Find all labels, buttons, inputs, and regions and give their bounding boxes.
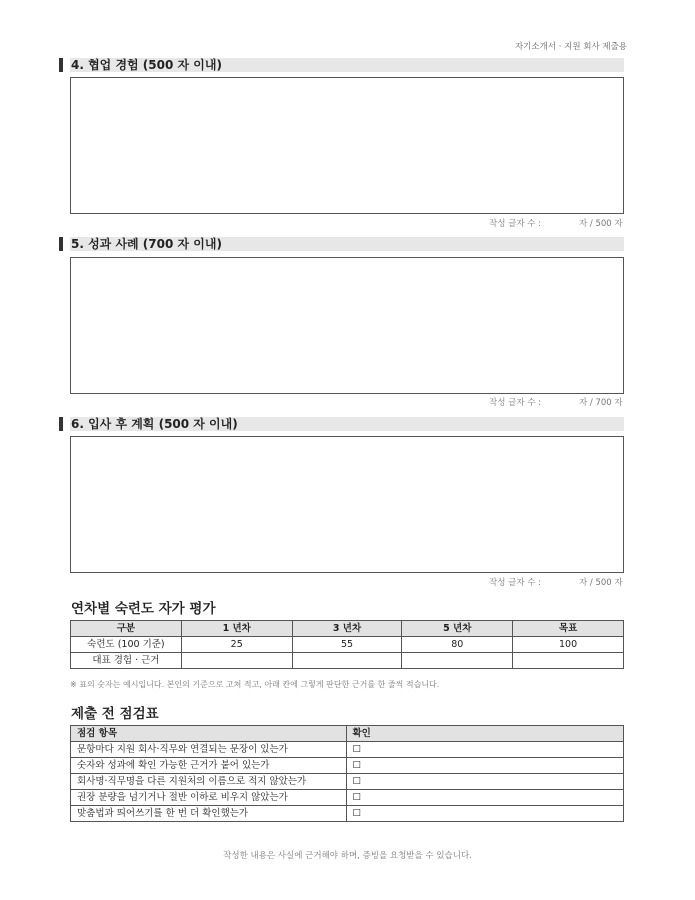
skill-cell[interactable] xyxy=(513,653,624,669)
section-6-count-limit: 자 / 500 자 xyxy=(579,578,623,588)
section-4-count-label: 작성 글자 수 : xyxy=(489,219,542,229)
skill-table-title: 연차별 숙련도 자가 평가 xyxy=(71,601,216,617)
section-5-title: 5. 성과 사례 (700 자 이내) xyxy=(71,237,222,251)
table-row xyxy=(71,758,624,774)
section-5-count-label: 작성 글자 수 : xyxy=(489,398,542,408)
checklist-item: 회사명·직무명을 다른 지원처의 이름으로 적지 않았는가 xyxy=(71,774,347,790)
checkbox[interactable]: ☐ xyxy=(346,806,624,822)
section-5-answer-box[interactable] xyxy=(70,257,624,394)
skill-cell[interactable]: 100 xyxy=(513,637,624,653)
checklist-item: 권장 분량을 넘기거나 절반 이하로 비우지 않았는가 xyxy=(71,790,347,806)
checklist-table xyxy=(70,725,624,822)
skill-cell[interactable]: 55 xyxy=(292,637,402,653)
table-row xyxy=(71,790,624,806)
page-header: 자기소개서 · 지원 회사 제출용 xyxy=(514,42,627,52)
section-6-answer-box[interactable] xyxy=(70,436,624,573)
section-5-count-limit: 자 / 700 자 xyxy=(579,398,623,408)
table-row xyxy=(71,806,624,822)
skill-header-year-3: 3 년차 xyxy=(292,621,402,637)
section-5-marker xyxy=(59,237,63,251)
checklist-header-check: 확인 xyxy=(346,726,624,742)
skill-cell[interactable] xyxy=(402,653,513,669)
section-6-count-label: 작성 글자 수 : xyxy=(489,578,542,588)
section-4-marker xyxy=(59,58,63,72)
checkbox[interactable]: ☐ xyxy=(346,758,624,774)
section-4-title: 4. 협업 경험 (500 자 이내) xyxy=(71,58,222,72)
skill-header-year-1: 1 년차 xyxy=(181,621,292,637)
section-6-title: 6. 입사 후 계획 (500 자 이내) xyxy=(71,417,238,431)
skill-row-label: 숙련도 (100 기준) xyxy=(71,637,182,653)
table-row xyxy=(71,653,624,669)
table-row xyxy=(71,637,624,653)
checklist-item: 맞춤법과 띄어쓰기를 한 번 더 확인했는가 xyxy=(71,806,347,822)
skill-header-goal: 목표 xyxy=(513,621,624,637)
checklist-item: 문항마다 지원 회사·직무와 연결되는 문장이 있는가 xyxy=(71,742,347,758)
checkbox[interactable]: ☐ xyxy=(346,774,624,790)
page-footer: 작성한 내용은 사실에 근거해야 하며, 증빙을 요청받을 수 있습니다. xyxy=(223,851,472,861)
skill-row-label: 대표 경험 · 근거 xyxy=(71,653,182,669)
skill-cell[interactable] xyxy=(181,653,292,669)
skill-cell[interactable]: 25 xyxy=(181,637,292,653)
table-row xyxy=(71,774,624,790)
skill-cell[interactable]: 80 xyxy=(402,637,513,653)
skill-cell[interactable] xyxy=(292,653,402,669)
section-4-answer-box[interactable] xyxy=(70,77,624,214)
section-6-marker xyxy=(59,417,63,431)
skill-table xyxy=(70,620,624,669)
checkbox[interactable]: ☐ xyxy=(346,742,624,758)
section-4-count-limit: 자 / 500 자 xyxy=(579,219,623,229)
skill-table-note: ※ 표의 숫자는 예시입니다. 본인의 기준으로 고쳐 적고, 아래 칸에 그렇게 판단한 근거를 한 줄씩 적습니다. xyxy=(70,680,440,689)
table-row xyxy=(71,742,624,758)
skill-header-year-5: 5 년차 xyxy=(402,621,513,637)
checklist-title: 제출 전 점검표 xyxy=(71,706,159,722)
skill-table-header-row xyxy=(71,621,624,637)
checklist-header-item: 점검 항목 xyxy=(71,726,347,742)
checkbox[interactable]: ☐ xyxy=(346,790,624,806)
checklist-item: 숫자와 성과에 확인 가능한 근거가 붙어 있는가 xyxy=(71,758,347,774)
skill-header-category: 구분 xyxy=(71,621,182,637)
checklist-header-row xyxy=(71,726,624,742)
